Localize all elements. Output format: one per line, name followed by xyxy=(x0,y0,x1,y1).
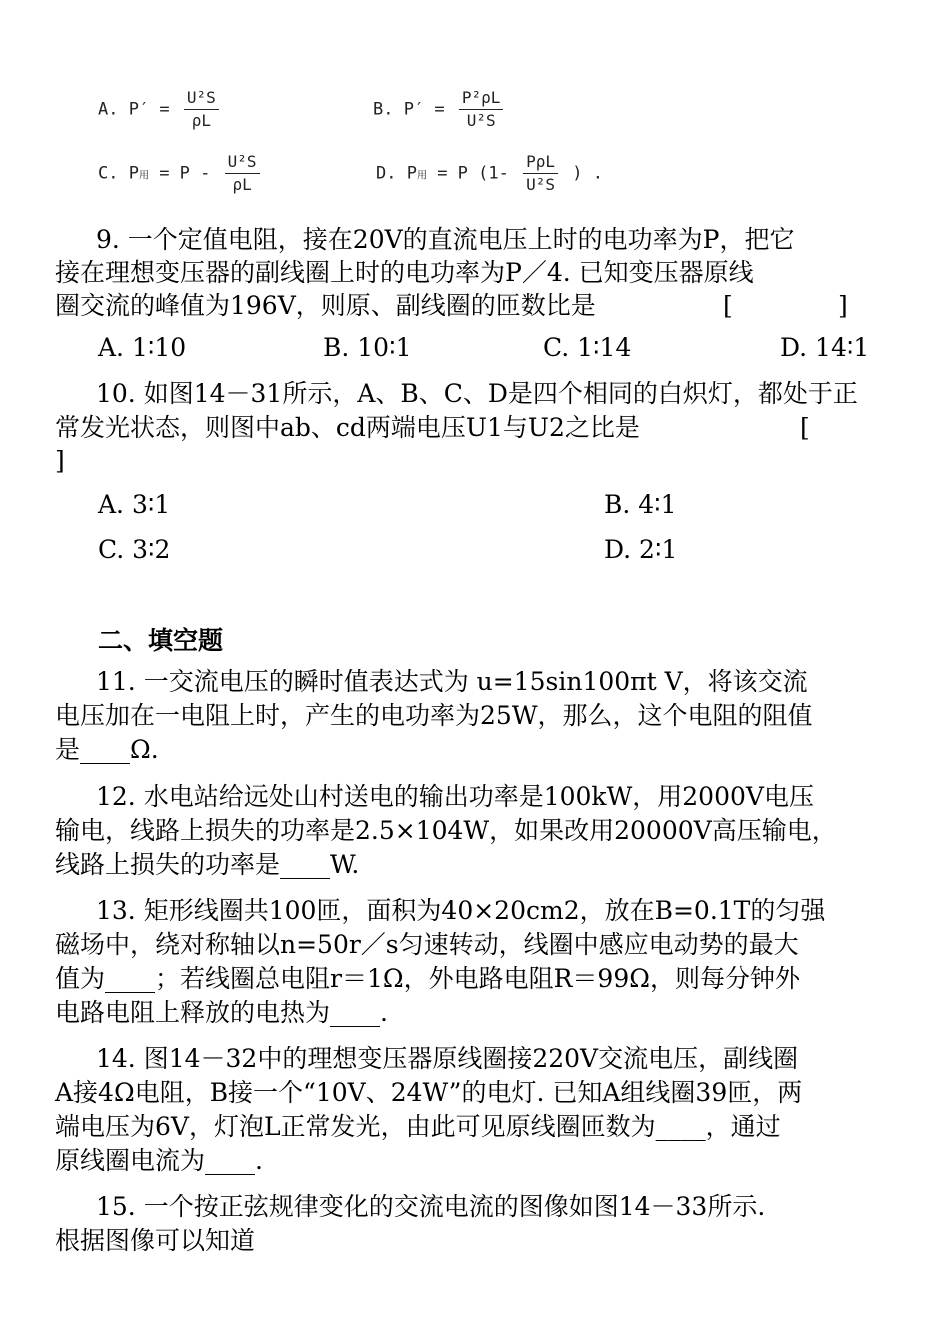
option-a-numerator: U²S xyxy=(184,88,219,110)
q13-line-4: 电路电阻上释放的电热为____. xyxy=(55,998,388,1027)
q9-line-1: 9. 一个定值电阻，接在20V的直流电压上时的电功率为P，把它 xyxy=(96,225,795,254)
option-d-middle: = P (1- xyxy=(437,163,509,184)
q14-line-2: A接4Ω电阻，B接一个“10V、24W”的电灯. 已知A组线圈39匝，两 xyxy=(55,1078,803,1107)
q10-option-d: D. 2∶1 xyxy=(604,535,678,564)
q9-option-b: B. 10∶1 xyxy=(323,333,412,362)
q10-option-c: C. 3∶2 xyxy=(98,535,171,564)
option-a-formula xyxy=(98,88,223,131)
q12-line-3: 线路上损失的功率是____W. xyxy=(55,850,360,879)
q14-line-1: 14. 图14－32中的理想变压器原线圈接220V交流电压，副线圈 xyxy=(96,1044,799,1073)
q9-line-2: 接在理想变压器的副线圈上时的电功率为P／4. 已知变压器原线 xyxy=(55,258,754,287)
q9-bracket-open: [ xyxy=(723,291,733,320)
option-c-label: C. P xyxy=(98,163,139,184)
q10-bracket-close: ] xyxy=(55,446,65,475)
q9-option-a: A. 1∶10 xyxy=(98,333,187,362)
q10-option-a: A. 3∶1 xyxy=(98,490,171,519)
q15-line-2: 根据图像可以知道 xyxy=(55,1226,256,1255)
option-c-subscript: 用 xyxy=(138,170,149,182)
option-d-denominator: U²S xyxy=(526,175,556,194)
q11-line-1: 11. 一交流电压的瞬时值表达式为 u=15sin100πt V，将该交流 xyxy=(96,667,808,696)
q9-option-d: D. 14∶1 xyxy=(780,333,870,362)
q9-line-3: 圈交流的峰值为196V，则原、副线圈的匝数比是 xyxy=(55,291,596,320)
option-b-denominator: U²S xyxy=(466,111,496,130)
option-d-label: D. P xyxy=(376,163,417,184)
option-b-fraction xyxy=(459,88,504,131)
option-b-numerator: P²ρL xyxy=(459,88,504,110)
option-c-formula xyxy=(98,152,264,195)
option-d-numerator: PρL xyxy=(523,152,558,174)
option-c-middle: = P - xyxy=(159,163,211,184)
q10-line-2: 常发光状态，则图中ab、cd两端电压U1与U2之比是 xyxy=(55,413,640,442)
q9-bracket-close: ] xyxy=(838,291,848,320)
option-d-formula xyxy=(376,152,603,195)
option-c-fraction xyxy=(225,152,260,195)
q15-line-1: 15. 一个按正弦规律变化的交流电流的图像如图14－33所示. xyxy=(96,1192,766,1221)
q14-line-3: 端电压为6V，灯泡L正常发光，由此可见原线圈匝数为____，通过 xyxy=(55,1112,781,1141)
option-c-numerator: U²S xyxy=(225,152,260,174)
q14-line-4: 原线圈电流为____. xyxy=(55,1146,263,1175)
option-a-denominator: ρL xyxy=(191,111,211,130)
option-d-subscript: 用 xyxy=(416,170,427,182)
option-d-fraction xyxy=(523,152,558,195)
q10-bracket-open: [ xyxy=(800,413,810,442)
option-a-label: A. P′ = xyxy=(98,99,170,120)
q11-line-3: 是____Ω. xyxy=(55,735,159,764)
q10-line-1: 10. 如图14－31所示，A、B、C、D是四个相同的白炽灯，都处于正 xyxy=(96,379,858,408)
option-d-tail: ) . xyxy=(572,163,603,184)
q12-line-2: 输电，线路上损失的功率是2.5×104W，如果改用20000V高压输电， xyxy=(55,816,837,845)
section-title-fill-in: 二、填空题 xyxy=(98,626,224,655)
q13-line-3: 值为____；若线圈总电阻r＝1Ω，外电路电阻R＝99Ω，则每分钟外 xyxy=(55,964,800,993)
option-b-formula xyxy=(373,88,507,131)
q10-option-b: B. 4∶1 xyxy=(604,490,677,519)
q13-line-1: 13. 矩形线圈共100匝，面积为40×20cm2，放在B=0.1T的匀强 xyxy=(96,896,826,925)
option-b-label: B. P′ = xyxy=(373,99,445,120)
option-c-denominator: ρL xyxy=(232,175,252,194)
q12-line-1: 12. 水电站给远处山村送电的输出功率是100kW，用2000V电压 xyxy=(96,782,814,811)
q13-line-2: 磁场中，绕对称轴以n=50r／s匀速转动，线圈中感应电动势的最大 xyxy=(55,930,799,959)
q9-option-c: C. 1∶14 xyxy=(543,333,632,362)
q11-line-2: 电压加在一电阻上时，产生的电功率为25W，那么，这个电阻的阻值 xyxy=(55,701,813,730)
option-a-fraction xyxy=(184,88,219,131)
